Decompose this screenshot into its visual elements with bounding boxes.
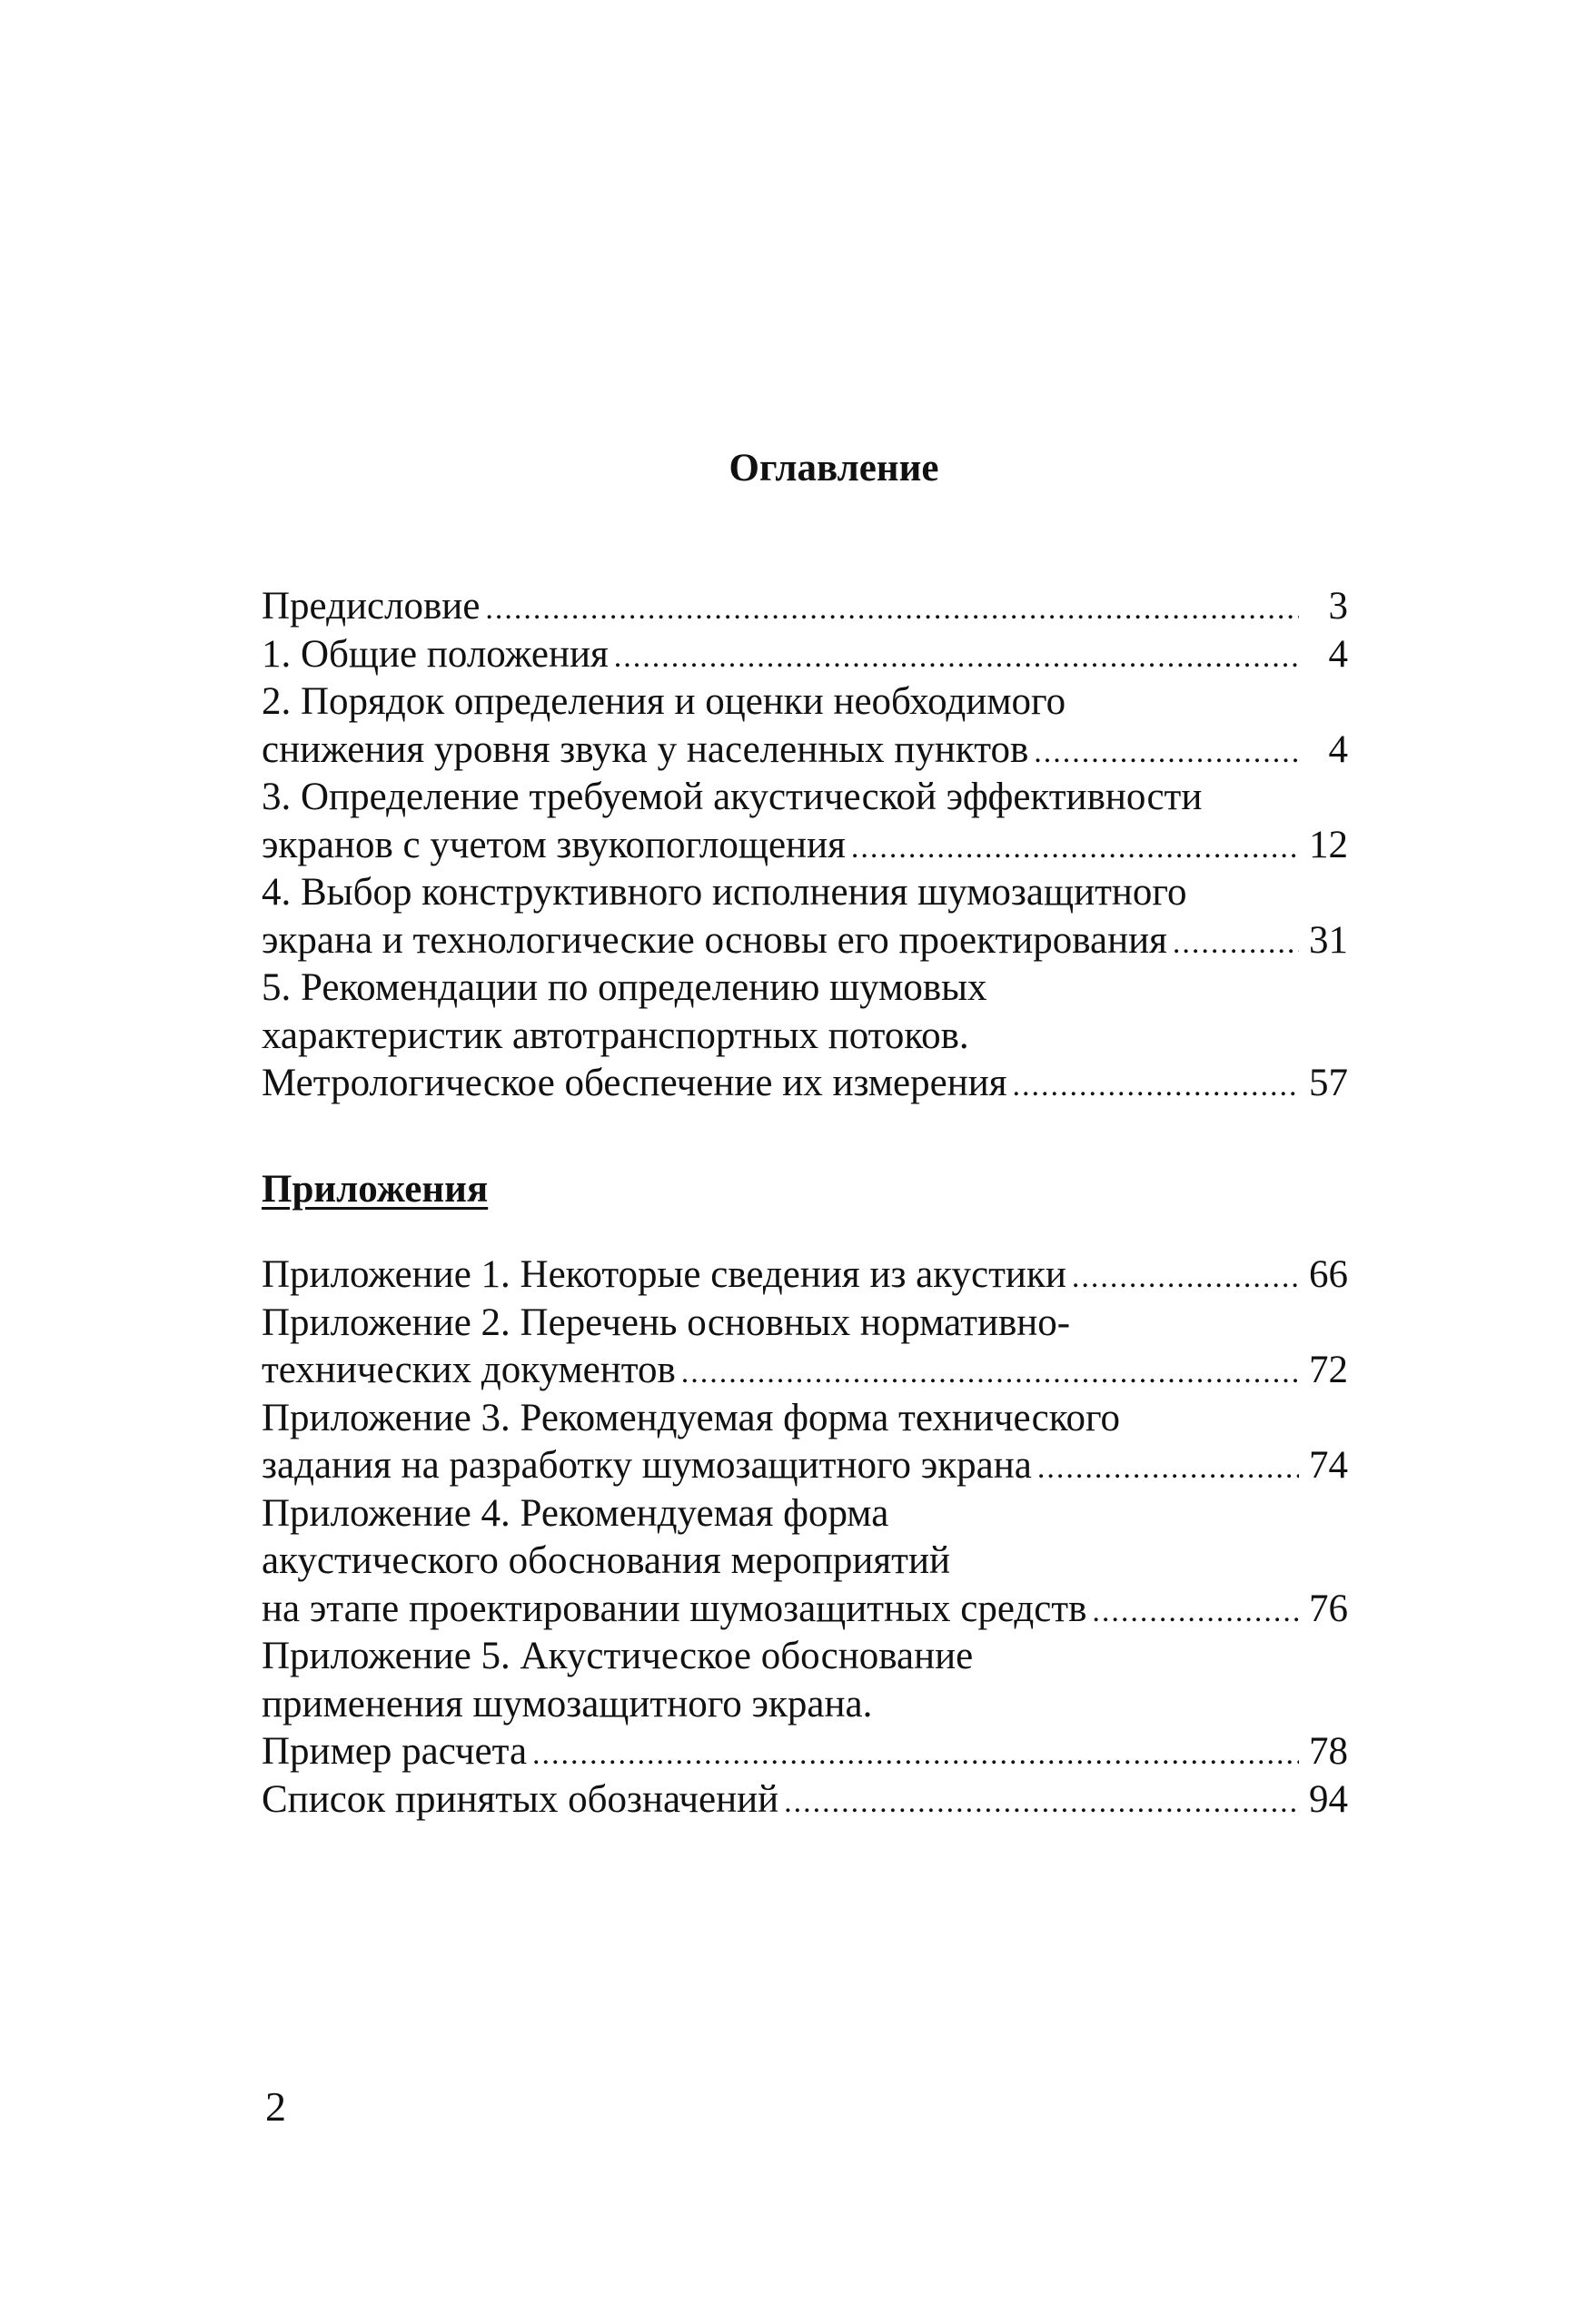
toc-entry-text: Предисловие xyxy=(262,585,481,628)
toc-entry-section-3[interactable] xyxy=(262,774,1348,869)
toc-page-number: 72 xyxy=(1309,1349,1348,1391)
toc-entry-line xyxy=(262,917,1348,965)
toc-entry-line: 2. Порядок определения и оценки необходимого xyxy=(262,680,1066,723)
toc-entry-line: Приложение 5. Акустическое обоснование xyxy=(262,1635,974,1677)
toc-page-number: 4 xyxy=(1328,727,1348,771)
toc-entry-line: Приложение 3. Рекомендуемая форма технического xyxy=(262,1396,1121,1439)
leader-dots xyxy=(784,1779,1299,1825)
leader-dots xyxy=(1072,1254,1299,1300)
leader-dots xyxy=(1013,1063,1299,1108)
leader-dots xyxy=(1092,1588,1299,1634)
leader-dots xyxy=(532,1731,1299,1776)
toc-page-number: 78 xyxy=(1309,1730,1348,1773)
toc-entry-line: 5. Рекомендации по определению шумовых xyxy=(262,966,987,1009)
toc-entry-section-4[interactable] xyxy=(262,869,1348,964)
toc-page-number: 4 xyxy=(1328,632,1348,676)
page-number: 2 xyxy=(265,2083,286,2130)
toc-page-number: 57 xyxy=(1309,1062,1348,1104)
toc-entry-text: Метрологическое обеспечение их измерения xyxy=(262,1062,1007,1104)
toc-entry-line xyxy=(262,1586,1348,1634)
toc-entry-line: Приложение 4. Рекомендуемая форма xyxy=(262,1491,889,1535)
toc-page-number: 74 xyxy=(1309,1444,1348,1487)
toc-entry-text: Приложение 1. Некоторые сведения из акустики xyxy=(262,1253,1066,1296)
leader-dots xyxy=(485,586,1299,631)
toc-entry-appendix-4[interactable] xyxy=(262,1490,1348,1634)
toc-entry-line xyxy=(262,1347,1348,1395)
toc-entry-line xyxy=(262,583,1348,631)
toc-entry-line xyxy=(262,631,1348,679)
toc-page-number: 31 xyxy=(1309,918,1348,962)
toc-entry-appendix-2[interactable] xyxy=(262,1300,1348,1395)
toc-entry-line: акустического обоснования мероприятий xyxy=(262,1539,950,1582)
table-of-contents xyxy=(262,583,1348,1108)
leader-dots xyxy=(851,825,1299,870)
toc-entry-appendix-3[interactable] xyxy=(262,1395,1348,1490)
toc-entry-notations[interactable] xyxy=(262,1776,1348,1825)
toc-entry-appendix-1[interactable] xyxy=(262,1251,1348,1300)
toc-entry-line xyxy=(262,1776,1348,1825)
appendices-heading: Приложения xyxy=(262,1168,489,1211)
page-title: Оглавление xyxy=(729,447,939,490)
toc-entry-line xyxy=(262,1060,1348,1108)
toc-entry-text: экранов с учетом звукопоглощения xyxy=(262,823,846,866)
toc-entry-line xyxy=(262,1251,1348,1300)
toc-entry-text: экрана и технологические основы его проектирования xyxy=(262,918,1167,962)
leader-dots xyxy=(1037,1445,1299,1490)
toc-entry-text: Список принятых обозначений xyxy=(262,1777,779,1821)
toc-entry-section-5[interactable] xyxy=(262,964,1348,1108)
leader-dots xyxy=(1034,729,1299,775)
toc-entry-section-1[interactable] xyxy=(262,631,1348,679)
appendices-list xyxy=(262,1251,1348,1824)
toc-entry-line xyxy=(262,822,1348,870)
leader-dots xyxy=(614,634,1299,679)
leader-dots xyxy=(1173,920,1299,965)
toc-entry-line: применения шумозащитного экрана. xyxy=(262,1682,873,1726)
toc-entry-line: характеристик автотранспортных потоков. xyxy=(262,1014,969,1057)
toc-entry-text: технических документов xyxy=(262,1349,676,1391)
toc-entry-line: 3. Определение требуемой акустической эффективности xyxy=(262,776,1203,818)
toc-entry-text: 1. Общие положения xyxy=(262,632,609,676)
leader-dots xyxy=(681,1350,1299,1395)
toc-entry-line: Приложение 2. Перечень основных нормативно- xyxy=(262,1300,1071,1344)
toc-entry-text: Пример расчета xyxy=(262,1730,528,1773)
toc-entry-line xyxy=(262,1442,1348,1490)
toc-page-number: 66 xyxy=(1309,1253,1348,1296)
toc-page-number: 94 xyxy=(1309,1777,1348,1821)
toc-entry-appendix-5[interactable] xyxy=(262,1633,1348,1776)
toc-page-number: 12 xyxy=(1309,823,1348,866)
toc-entry-section-2[interactable] xyxy=(262,678,1348,774)
toc-page-number: 76 xyxy=(1309,1587,1348,1630)
toc-entry-preface[interactable] xyxy=(262,583,1348,631)
toc-entry-text: задания на разработку шумозащитного экрана xyxy=(262,1444,1032,1487)
toc-entry-text: на этапе проектировании шумозащитных средств xyxy=(262,1587,1087,1630)
toc-page-number: 3 xyxy=(1328,585,1348,628)
toc-entry-line xyxy=(262,727,1348,775)
toc-entry-line xyxy=(262,1728,1348,1776)
toc-entry-text: снижения уровня звука у населенных пунктов xyxy=(262,727,1029,771)
toc-entry-line: 4. Выбор конструктивного исполнения шумозащитного xyxy=(262,871,1187,914)
